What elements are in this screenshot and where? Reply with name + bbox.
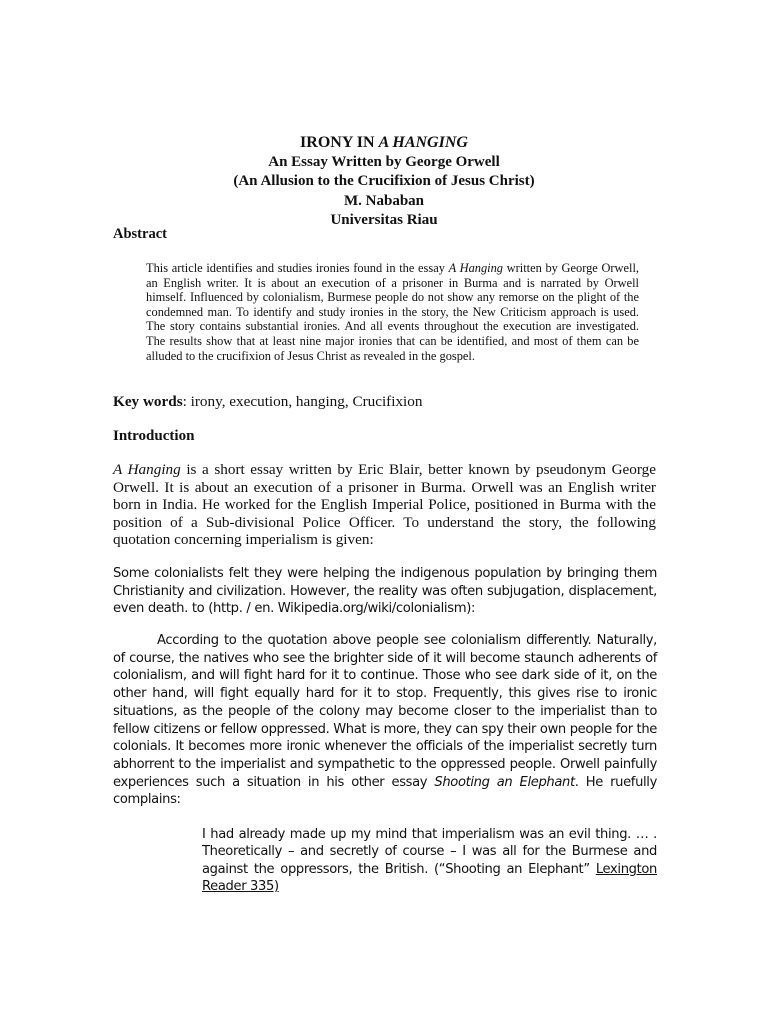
paragraph-italic-title: Shooting an Elephant	[434, 774, 575, 790]
paper-title-italic: A HANGING	[378, 134, 468, 151]
introduction-heading: Introduction	[113, 428, 195, 444]
author-institution: Universitas Riau	[330, 212, 438, 228]
paper-title: IRONY IN A HANGING	[300, 134, 468, 151]
introduction-italic-title: A Hanging	[113, 461, 181, 478]
citation-source: Lexington Reader 335)	[202, 861, 657, 895]
keywords-line	[113, 393, 422, 411]
introduction-body: A Hanging is a short essay written by Eric Blair, better known by pseudonym George Orwell. It is about an execution of a prisoner in Burma. Orwell was an English writer born in India. He worked for the English Imperial Police, positioned in Burma with the position of a Sub-divisional Police Officer. To understand the story, the following quotation concerning imperialism is given:	[113, 461, 657, 549]
abstract-heading: Abstract	[113, 226, 167, 242]
abstract-body: This article identifies and studies ironies found in the essay A Hanging written by George Orwell, an English writer. It is about an execution of a prisoner in Burma and is narrated by Orwell himself. Influenced by colonialism, Burmese people do not show any remorse on the plight of the condemned man. To identify and study ironies in the story, the New Criticism approach is used. The story contains substantial ironies. And all events throughout the execution are investigated. The results show that at least nine major ironies that can be identified, and most of them can be alluded to the crucifixion of Jesus Christ as revealed in the gospel.	[146, 261, 639, 363]
paper-allusion: (An Allusion to the Crucifixion of Jesus Christ)	[233, 173, 535, 189]
block-quote-orwell: I had already made up my mind that imperialism was an evil thing. … . Theoretically – and secretly of course – I was all for the Burmese and against the oppressors, the British. (“Shooting an Elephant” Lexington Reader 335)	[202, 827, 657, 895]
keywords-label: Key words	[113, 393, 183, 410]
keywords-text: : irony, execution, hanging, Crucifixion	[182, 393, 423, 410]
paragraph-quotation-analysis: According to the quotation above people see colonialism differently. Naturally, of course, the natives who see the brighter side of it will become staunch adherents of colonialism, and will fight hard for it to continue. Those who see dark side of it, on the other hand, will fight equally hard for it to stop. Frequently, this gives rise to ironic situations, as the people of the colony may become closer to the imperialist than to fellow citizens or fellow oppressed. What is more, they can spy their own people for the colonials. It becomes more ironic whenever the officials of the imperialist secretly turn abhorrent to the imperialist and sympathetic to the oppressed people. Orwell painfully experiences such a situation in his other essay Shooting an Elephant. He ruefully complains:	[113, 633, 657, 808]
paper-subtitle: An Essay Written by George Orwell	[268, 153, 500, 170]
abstract-italic-title: A Hanging	[448, 261, 503, 275]
author-name: M. Nababan	[343, 192, 425, 209]
block-quote-colonialism: Some colonialists felt they were helping the indigenous population by bringing them Christianity and civilization. However, the reality was often subjugation, displacement, even death. to (http. / en. Wikipedia.org/wiki/colonialism):	[113, 566, 657, 617]
title-block	[0, 133, 768, 231]
